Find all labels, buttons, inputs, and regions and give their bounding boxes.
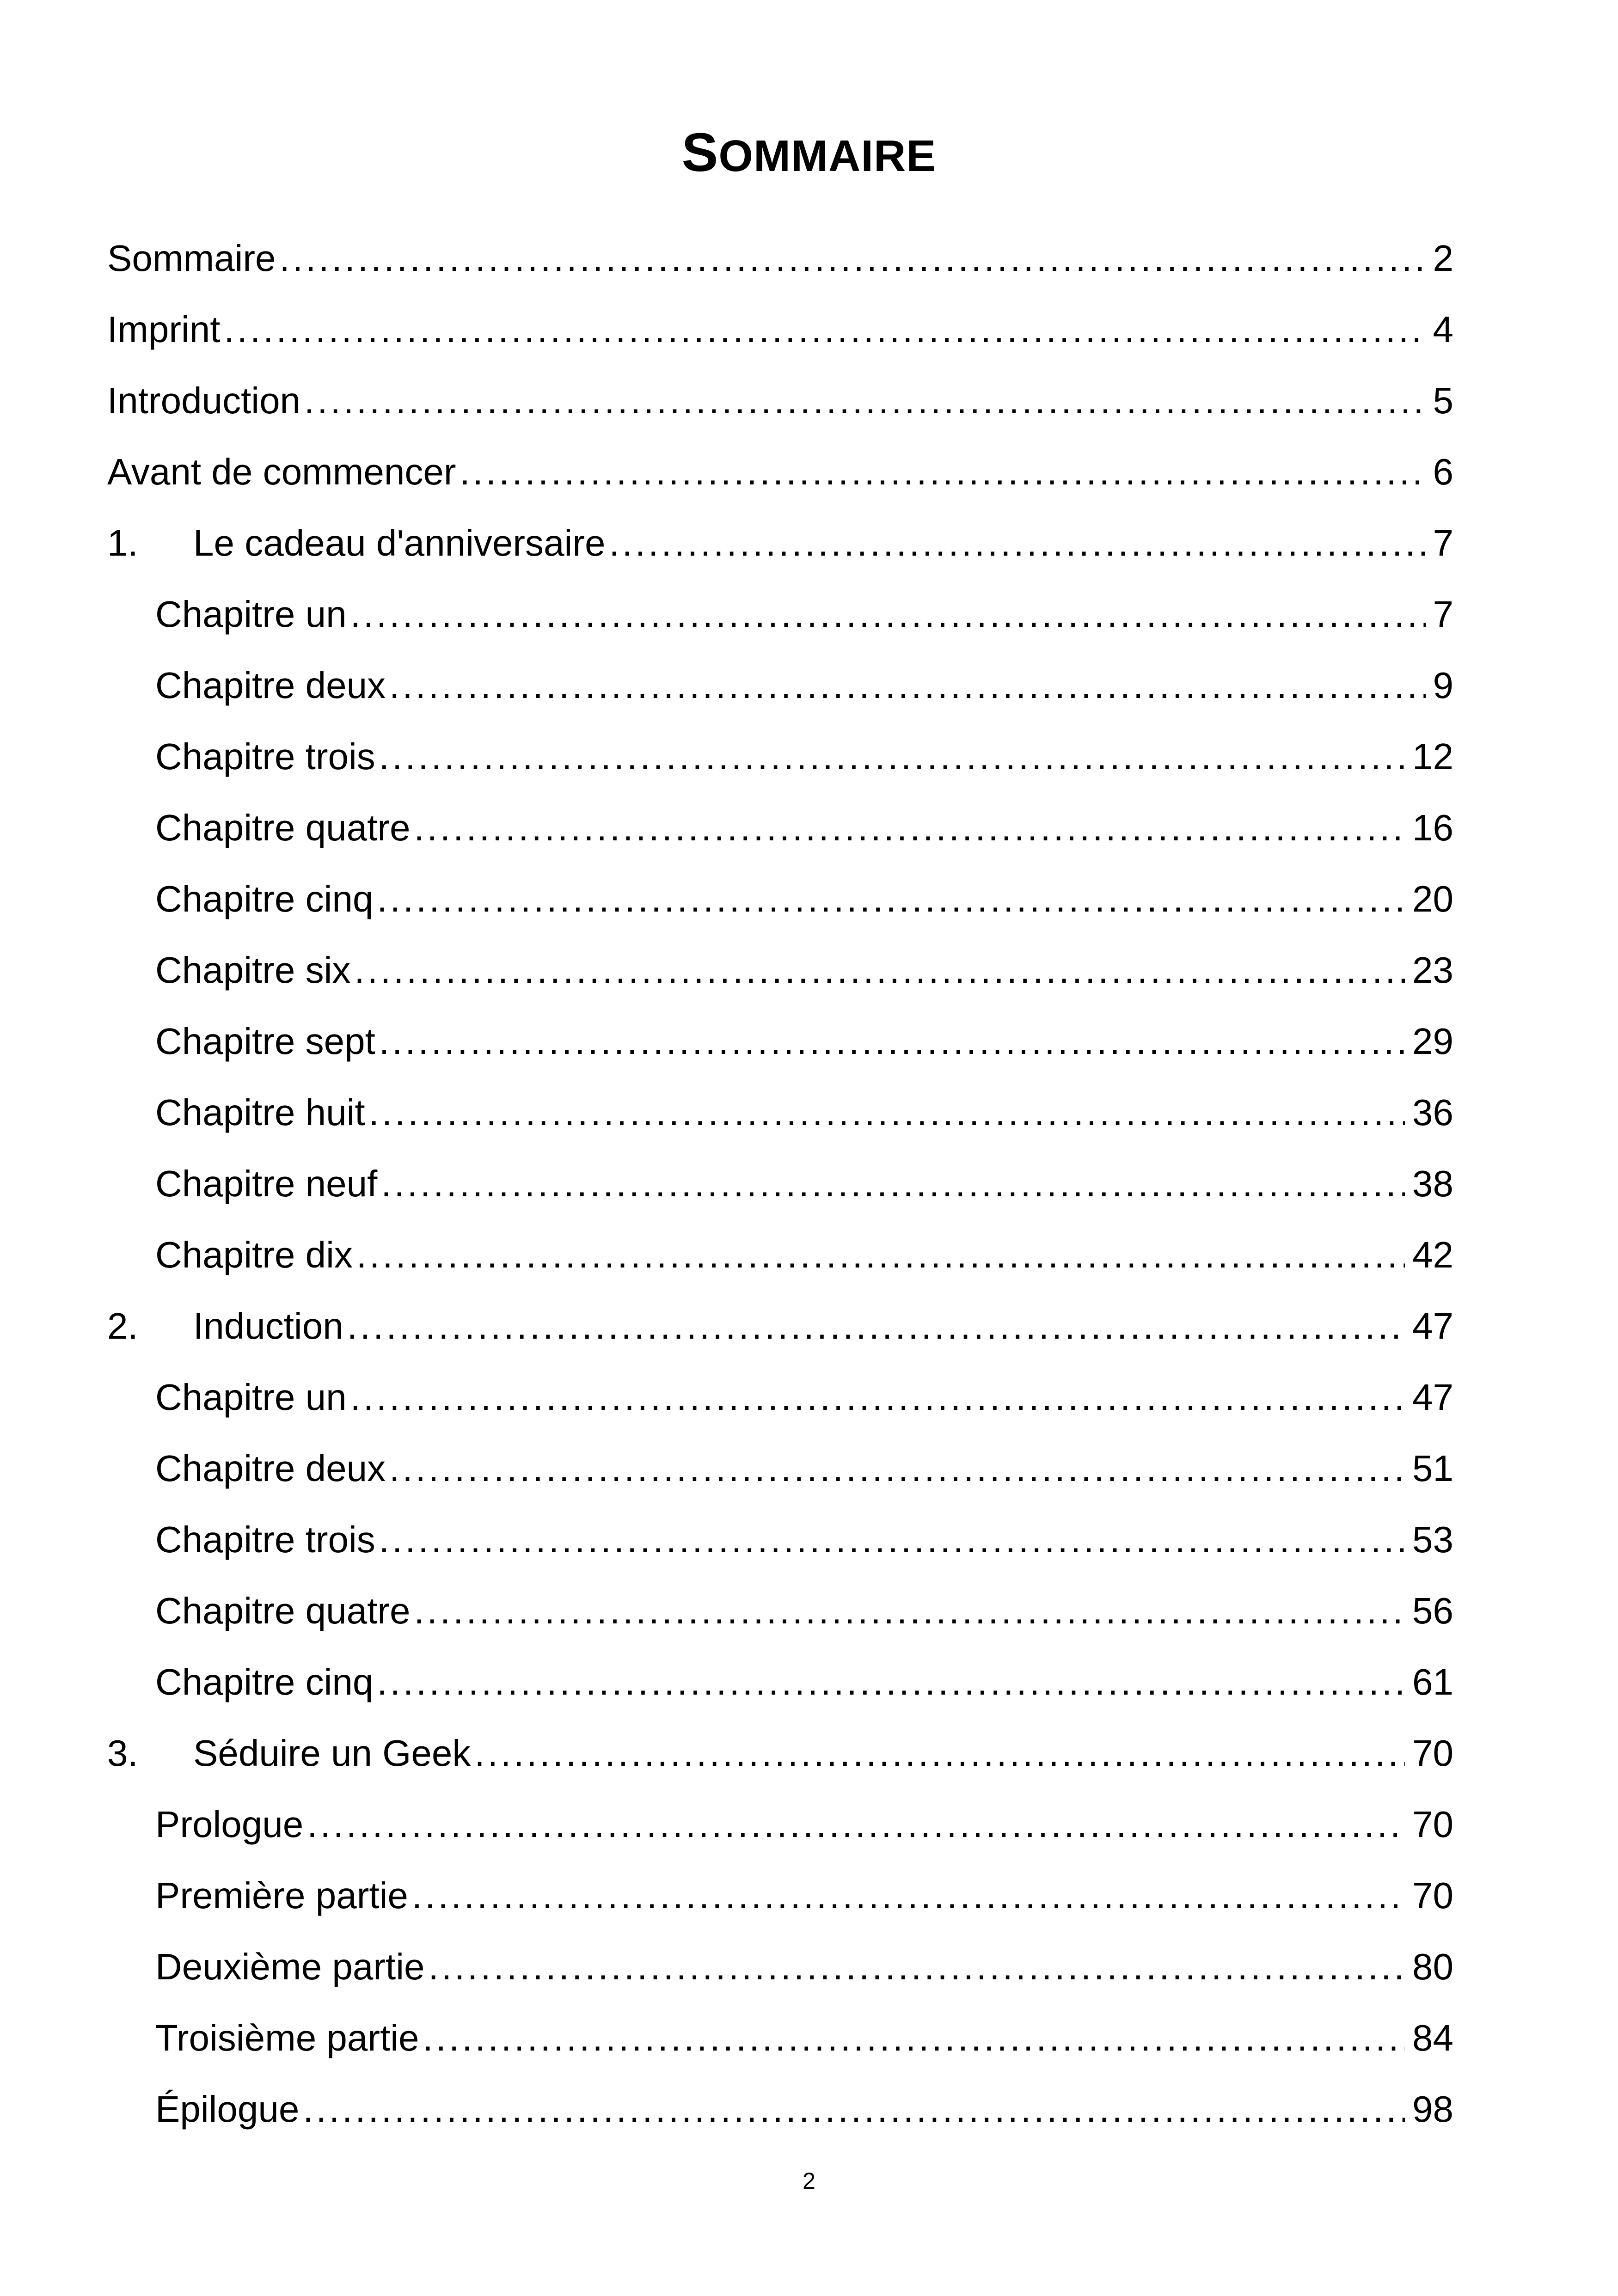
toc-entry-page-number: 80 <box>1412 1946 1453 1987</box>
toc-entry-label: Prologue <box>155 1804 304 1845</box>
page-title-rest: OMMAIRE <box>718 131 937 181</box>
toc-entry[interactable] <box>155 2074 1453 2145</box>
toc-entry-page-number: 16 <box>1412 807 1453 848</box>
toc-entry-label: Induction <box>193 1305 343 1347</box>
toc-entry-page-number: 36 <box>1412 1092 1453 1133</box>
toc-entry-page-number: 47 <box>1412 1305 1453 1347</box>
toc-entry[interactable] <box>107 436 1453 508</box>
toc-entry-number: 1. <box>107 522 138 563</box>
toc-entry[interactable] <box>155 579 1453 650</box>
toc-leader-dots <box>350 1374 1405 1420</box>
toc-entry-label: Chapitre cinq <box>155 878 374 919</box>
toc-entry-page-number: 2 <box>1433 238 1453 279</box>
toc-entry-page-number: 98 <box>1412 2088 1453 2130</box>
toc-entry[interactable] <box>155 2002 1453 2074</box>
toc-entry-label: Première partie <box>155 1875 408 1916</box>
toc-entry[interactable] <box>155 1362 1453 1433</box>
toc-entry-page-number: 51 <box>1412 1448 1453 1489</box>
toc-entry-label: Chapitre un <box>155 1377 347 1418</box>
toc-entry-label: Deuxième partie <box>155 1946 425 1987</box>
toc-entry-label: Chapitre trois <box>155 736 375 777</box>
toc-leader-dots <box>377 876 1405 922</box>
toc-entry[interactable] <box>155 1219 1453 1291</box>
toc-entry-label: Introduction <box>107 380 301 421</box>
toc-entry-label: Chapitre deux <box>155 665 386 706</box>
toc-entry[interactable] <box>107 294 1453 365</box>
toc-entry-page-number: 61 <box>1412 1661 1453 1702</box>
toc-entry-page-number: 7 <box>1433 594 1453 635</box>
toc-entry-page-number: 47 <box>1412 1377 1453 1418</box>
toc-entry[interactable] <box>107 223 1453 294</box>
toc-entry[interactable] <box>155 1931 1453 2002</box>
toc-leader-dots <box>429 1944 1405 1990</box>
page-title-initial: S <box>681 122 719 183</box>
toc-entry-page-number: 70 <box>1412 1804 1453 1845</box>
toc-entry-page-number: 53 <box>1412 1519 1453 1560</box>
toc-entry[interactable] <box>107 1291 1453 1362</box>
toc-entry-label: Chapitre six <box>155 949 351 991</box>
toc-entry-label: Chapitre huit <box>155 1092 365 1133</box>
toc-leader-dots <box>381 1161 1405 1207</box>
toc-entry-label: Chapitre trois <box>155 1519 375 1560</box>
toc-entry[interactable] <box>155 935 1453 1006</box>
toc-entry-label: Chapitre cinq <box>155 1661 374 1702</box>
toc-leader-dots <box>379 1517 1405 1563</box>
toc-entry[interactable] <box>155 792 1453 863</box>
toc-entry-label: Chapitre deux <box>155 1448 386 1489</box>
toc-entry-page-number: 42 <box>1412 1234 1453 1275</box>
toc-leader-dots <box>414 805 1405 851</box>
toc-entry-label: Séduire un Geek <box>193 1733 471 1774</box>
toc-entry-label: Chapitre quatre <box>155 807 411 848</box>
toc-entry-label: Chapitre quatre <box>155 1590 411 1631</box>
toc-entry[interactable] <box>155 1789 1453 1860</box>
toc-leader-dots <box>280 235 1426 282</box>
toc-leader-dots <box>347 1303 1405 1349</box>
toc-entry-page-number: 23 <box>1412 949 1453 991</box>
toc-entry[interactable] <box>155 1077 1453 1148</box>
toc-leader-dots <box>389 1445 1405 1492</box>
toc-entry-number: 2. <box>107 1305 138 1347</box>
toc-entry-label: Avant de commencer <box>107 451 456 492</box>
toc-leader-dots <box>423 2015 1405 2061</box>
toc-leader-dots <box>474 1730 1405 1776</box>
toc-entry[interactable] <box>107 1718 1453 1789</box>
toc-entry-label: Chapitre neuf <box>155 1163 378 1204</box>
toc-entry[interactable] <box>155 650 1453 721</box>
toc-leader-dots <box>356 1232 1405 1278</box>
toc-entry-label: Épilogue <box>155 2088 300 2130</box>
toc-entry[interactable] <box>155 1006 1453 1077</box>
toc-entry[interactable] <box>155 1504 1453 1575</box>
toc-leader-dots <box>369 1090 1405 1136</box>
toc-entry-label: Chapitre dix <box>155 1234 353 1275</box>
toc-entry[interactable] <box>155 1575 1453 1647</box>
toc-leader-dots <box>414 1588 1405 1634</box>
toc-entry[interactable] <box>155 1148 1453 1219</box>
page-number: 2 <box>803 2168 815 2194</box>
toc-entry-page-number: 56 <box>1412 1590 1453 1631</box>
toc-leader-dots <box>412 1873 1405 1919</box>
toc-leader-dots <box>460 449 1425 495</box>
toc-entry-page-number: 6 <box>1433 451 1453 492</box>
toc-entry-number: 3. <box>107 1733 138 1774</box>
toc-leader-dots <box>609 520 1425 566</box>
toc-leader-dots <box>379 1018 1405 1065</box>
toc-leader-dots <box>304 378 1425 424</box>
toc-entry[interactable] <box>155 721 1453 792</box>
toc-entry-page-number: 29 <box>1412 1021 1453 1062</box>
toc-entry[interactable] <box>155 863 1453 935</box>
toc-entry-page-number: 5 <box>1433 380 1453 421</box>
toc-entry-page-number: 12 <box>1412 736 1453 777</box>
toc-leader-dots <box>303 2086 1405 2132</box>
toc-entry-page-number: 38 <box>1412 1163 1453 1204</box>
toc-entry[interactable] <box>155 1860 1453 1931</box>
toc-entry-page-number: 20 <box>1412 878 1453 919</box>
toc-entry-page-number: 70 <box>1412 1733 1453 1774</box>
toc-entry-page-number: 84 <box>1412 2017 1453 2058</box>
toc-entry-label: Imprint <box>107 309 221 350</box>
toc-entry[interactable] <box>107 365 1453 436</box>
toc-leader-dots <box>350 591 1426 637</box>
toc-entry[interactable] <box>155 1433 1453 1504</box>
toc-entry-label: Le cadeau d'anniversaire <box>193 522 606 563</box>
toc-entry-page-number: 70 <box>1412 1875 1453 1916</box>
toc-entry-label: Troisième partie <box>155 2017 419 2058</box>
toc-entry-label: Chapitre un <box>155 594 347 635</box>
toc-leader-dots <box>307 1801 1405 1848</box>
toc-leader-dots <box>354 947 1405 993</box>
toc-leader-dots <box>379 734 1405 780</box>
toc-entry[interactable] <box>155 1647 1453 1718</box>
toc-entry-page-number: 9 <box>1433 665 1453 706</box>
page-title <box>0 120 1618 189</box>
toc-entry-page-number: 7 <box>1433 522 1453 563</box>
toc-leader-dots <box>224 306 1426 353</box>
toc-entry-page-number: 4 <box>1433 309 1453 350</box>
toc-entry-label: Chapitre sept <box>155 1021 375 1062</box>
toc-entry[interactable] <box>107 508 1453 579</box>
toc-leader-dots <box>389 662 1425 709</box>
toc-entry-label: Sommaire <box>107 238 276 279</box>
toc-leader-dots <box>377 1659 1405 1705</box>
